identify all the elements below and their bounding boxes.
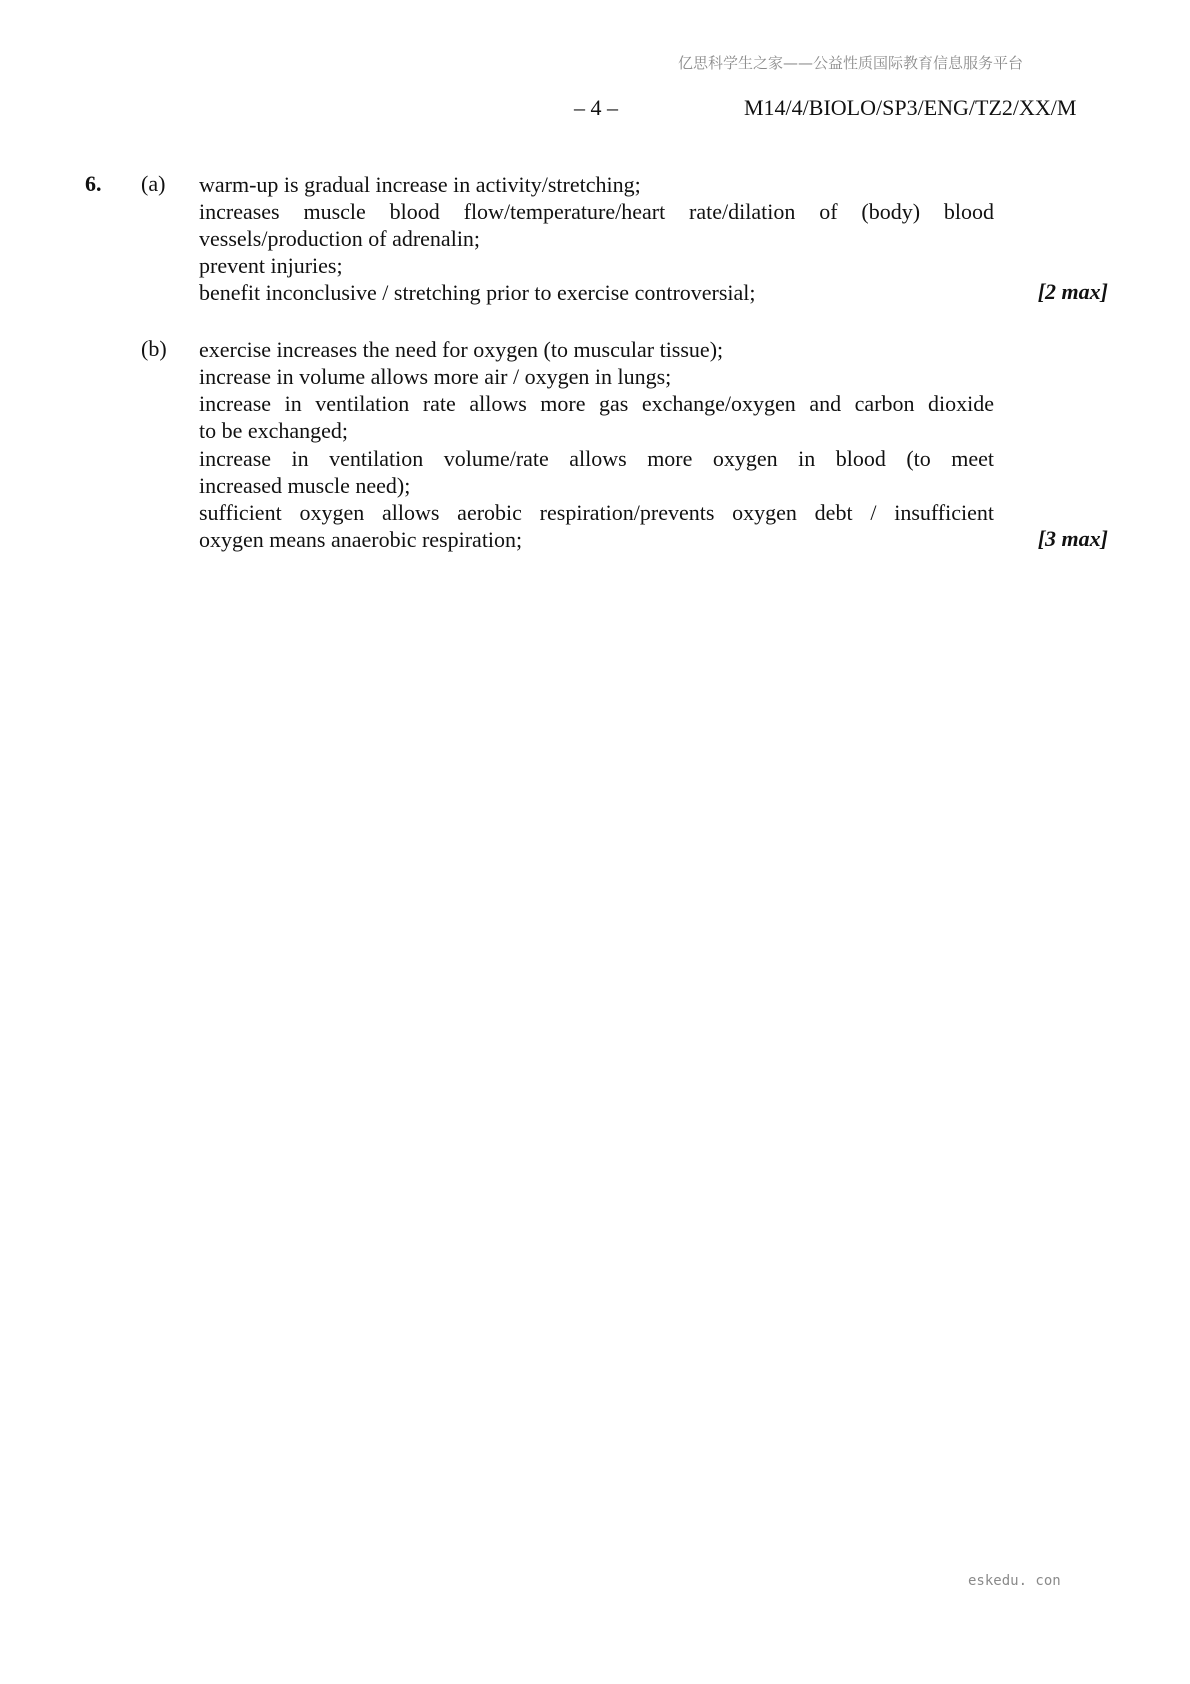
part-a-line-2: increases muscle blood flow/temperature/heart rate/dilation of (body) blood	[199, 199, 994, 224]
part-a-line-1: warm-up is gradual increase in activity/stretching;	[199, 172, 641, 197]
part-a-label: (a)	[141, 171, 166, 196]
page-number: – 4 –	[574, 95, 618, 120]
header-watermark: 亿思科学生之家——公益性质国际教育信息服务平台	[678, 54, 1024, 72]
part-b-line-5: increase in ventilation volume/rate allows more oxygen in blood (to meet	[199, 446, 994, 471]
paper-reference-code: M14/4/BIOLO/SP3/ENG/TZ2/XX/M	[744, 95, 1077, 120]
part-b-line-6: increased muscle need);	[199, 473, 411, 498]
part-a-line-5: benefit inconclusive / stretching prior to exercise controversial;	[199, 280, 756, 305]
question-number: 6.	[85, 171, 102, 196]
footer-watermark: eskedu. con	[968, 1573, 1061, 1589]
part-a-line-4: prevent injuries;	[199, 253, 343, 278]
part-b-marks: [3 max]	[1037, 526, 1108, 551]
part-b-line-7: sufficient oxygen allows aerobic respiration/prevents oxygen debt / insufficient	[199, 500, 994, 525]
part-b-line-2: increase in volume allows more air / oxygen in lungs;	[199, 364, 672, 389]
part-b-line-1: exercise increases the need for oxygen (to muscular tissue);	[199, 337, 724, 362]
part-b-label: (b)	[141, 336, 167, 361]
part-b-line-8: oxygen means anaerobic respiration;	[199, 527, 523, 552]
part-a-line-3: vessels/production of adrenalin;	[199, 226, 481, 251]
part-b-line-3: increase in ventilation rate allows more gas exchange/oxygen and carbon dioxide	[199, 391, 994, 416]
part-b-line-4: to be exchanged;	[199, 418, 349, 443]
part-a-marks: [2 max]	[1037, 279, 1108, 304]
